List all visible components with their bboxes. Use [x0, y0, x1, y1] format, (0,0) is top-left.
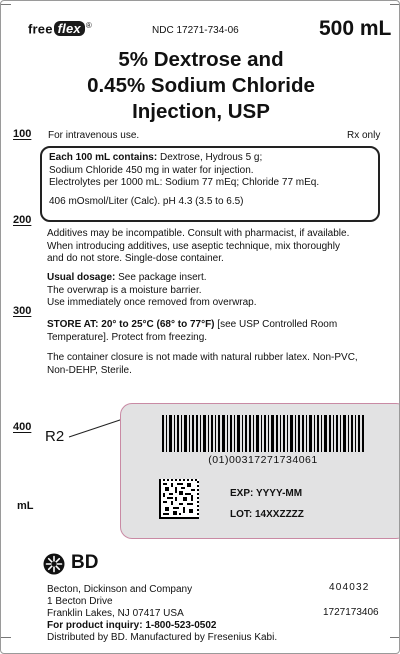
brand-prefix: free [28, 21, 53, 37]
composition-line4: 406 mOsmol/Liter (Calc). pH 4.3 (3.5 to 6.5) [49, 195, 244, 207]
graduation-100: 100 [13, 128, 32, 140]
title-line: Injection, USP [132, 100, 270, 123]
corner-tick [1, 637, 11, 638]
registered-mark: ® [85, 21, 92, 30]
title-line: 5% Dextrose and [118, 48, 284, 71]
storage-heading: STORE AT: [47, 319, 99, 330]
additives-line: and do not store. Single-dose container. [47, 253, 224, 264]
composition-line3: Electrolytes per 1000 mL: Sodium 77 mEq; Chloride 77 mEq. [49, 177, 320, 188]
graduation-200: 200 [13, 214, 32, 226]
additives-line: Additives may be incompatible. Consult with pharmacist, if available. [47, 228, 350, 239]
bd-logo-icon [43, 553, 65, 575]
bd-logo-text: BD [71, 552, 99, 573]
graduation-unit: mL [17, 500, 34, 512]
additives-line: When introducing additives, use aseptic technique, mix thoroughly [47, 240, 340, 252]
graduation-300: 300 [13, 305, 32, 317]
closure-statement [47, 352, 382, 377]
additives-warning [47, 228, 382, 266]
manufacturer-info [47, 584, 277, 644]
storage-temps: 20° to 25°C (68° to 77°F) [98, 319, 215, 330]
rx-only: Rx only [347, 130, 381, 141]
corner-tick [390, 637, 400, 638]
product-title [1, 47, 400, 125]
volume: 500 mL [319, 17, 392, 40]
ndc-number: NDC 17271-734-06 [152, 25, 239, 36]
composition-line2: Sodium Chloride 450 mg in water for injection. [49, 164, 254, 176]
brand-suffix: flex [54, 21, 85, 36]
data-matrix-code [159, 479, 199, 519]
title-line: 0.45% Sodium Chloride [87, 74, 315, 97]
freeflex-brand [28, 21, 92, 36]
distribution-note: Distributed by BD. Manufactured by Fresenius Kabi. [47, 632, 278, 643]
company-line: 1 Becton Drive [47, 596, 113, 607]
dosage-line: Use immediately once removed from overwrap. [47, 297, 257, 308]
label-code-secondary: 1727173406 [323, 607, 379, 618]
storage-line: STORE AT: 20° to 25°C (68° to 77°F) [see USP Controlled Room [47, 319, 338, 330]
expiration-date: EXP: YYYY-MM [230, 488, 303, 499]
barcode-number: (01)00317271734061 [208, 454, 318, 466]
dosage-heading: Usual dosage: [47, 272, 116, 283]
closure-line: Non-DEHP, Sterile. [47, 364, 132, 376]
closure-line: The container closure is not made with natural rubber latex. Non-PVC, [47, 352, 358, 363]
company-line: Becton, Dickinson and Company [47, 584, 193, 595]
composition-line [49, 152, 371, 165]
corner-tick [390, 4, 400, 5]
linear-barcode [162, 415, 364, 452]
route-of-administration: For intravenous use. [48, 130, 140, 141]
composition-line1: Dextrose, Hydrous 5 g; [157, 152, 263, 163]
lot-number: LOT: 14XXZZZZ [230, 509, 304, 520]
label-code: 404032 [329, 582, 370, 593]
product-inquiry: For product inquiry: 1-800-523-0502 [47, 620, 217, 631]
graduation-400: 400 [13, 421, 32, 433]
r2-marker: R2 [45, 428, 65, 445]
corner-tick [1, 4, 11, 5]
company-line: Franklin Lakes, NJ 07417 USA [47, 608, 184, 619]
dosage-section [47, 272, 382, 310]
composition-box [40, 146, 380, 222]
dosage-line: The overwrap is a moisture barrier. [47, 284, 202, 296]
storage-line: Temperature]. Protect from freezing. [47, 331, 208, 343]
composition-heading: Each 100 mL contains: [49, 152, 158, 163]
storage-section [47, 319, 382, 344]
dosage-line: Usual dosage: See package insert. [47, 272, 207, 283]
